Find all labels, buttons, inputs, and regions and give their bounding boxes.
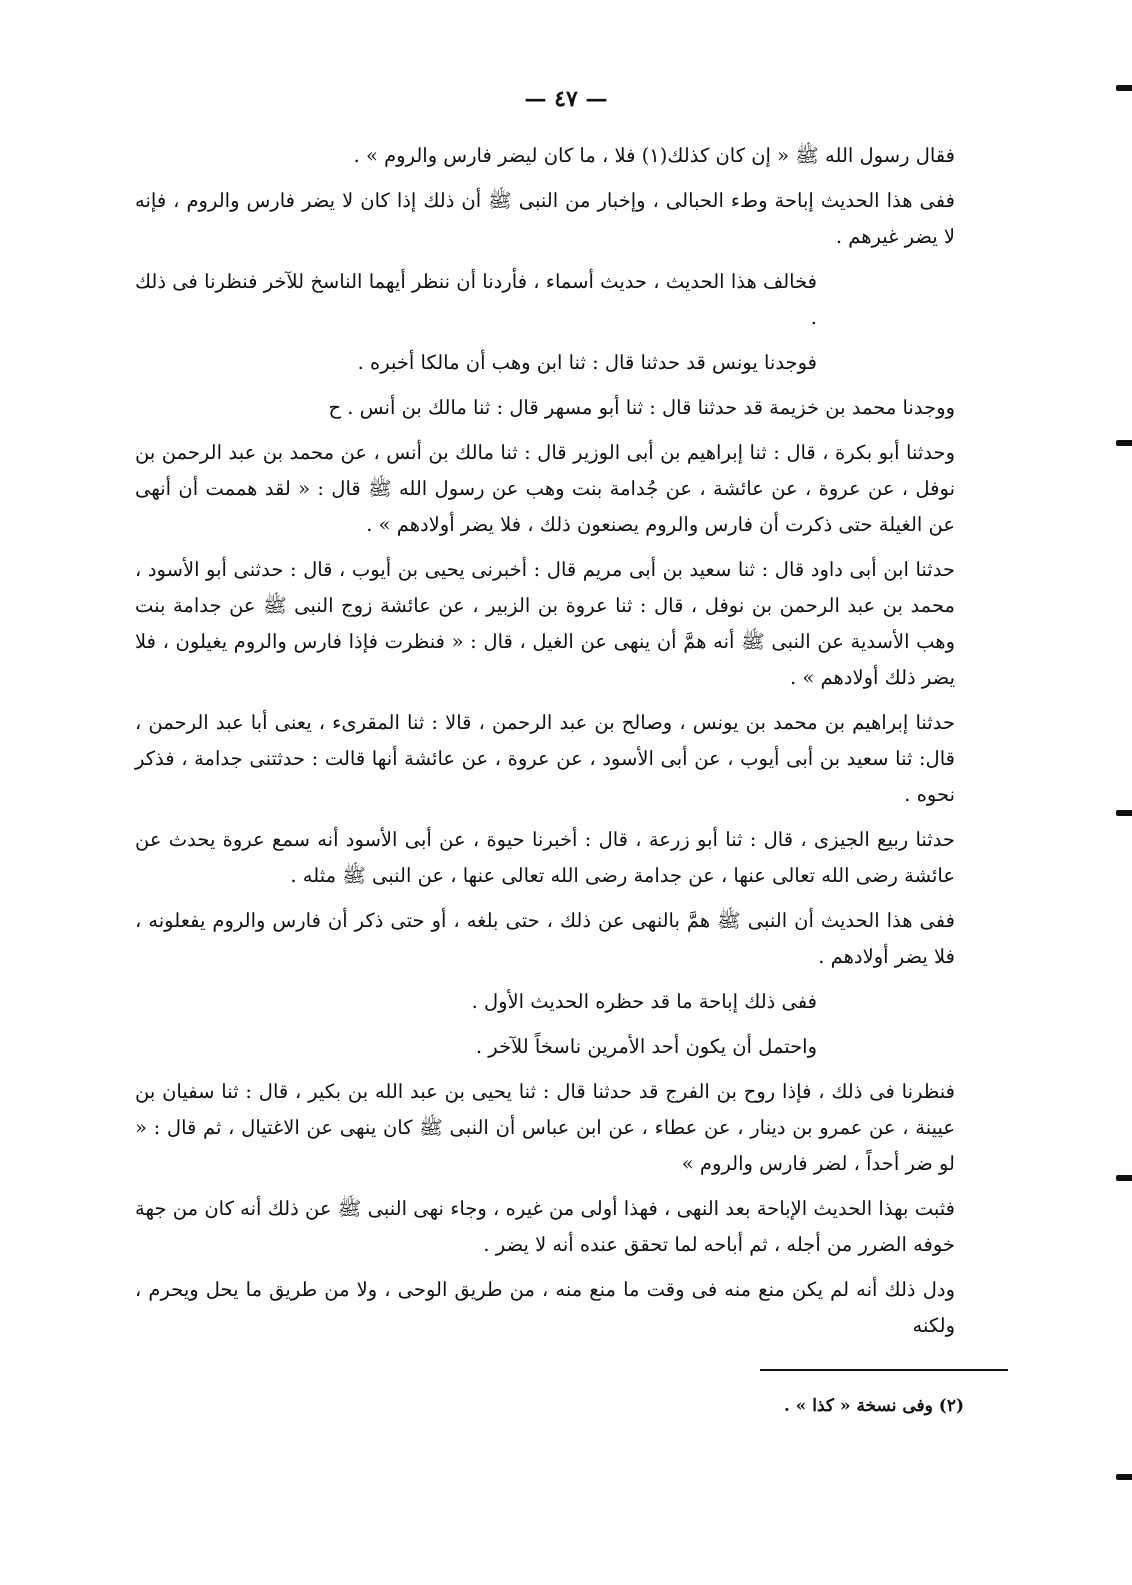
paragraph: ووجدنا محمد بن خزيمة قد حدثنا قال : ثنا أبو مسهر قال : ثنا مالك بن أنس . ح xyxy=(328,396,955,419)
paragraph: حدثنا ربيع الجيزى ، قال : ثنا أبو زرعة ، قال : أخبرنا حيوة ، عن أبى الأسود أنه سمع عروة يحدث عن عائشة رضى الله تعالى عنها ، عن جدامة رضى الله تعالى عنها ، عن النبى ﷺ مثله . xyxy=(135,828,955,887)
paragraph: ودل ذلك أنه لم يكن منع منه فى وقت ما منع منه ، من طريق الوحى ، ولا من طريق ما يحل ويحرم ، ولكنه xyxy=(135,1278,955,1337)
page-edge-mark xyxy=(1116,440,1132,446)
paragraph: وحدثنا أبو بكرة ، قال : ثنا إبراهيم بن أبى الوزير قال : ثنا مالك بن أنس ، عن محمد بن عبد الرحمن بن نوفل ، عن عروة ، عن عائشة ، عن جُدامة بنت وهب عن رسول الله ﷺ قال : « لقد هممت أن أنهى عن الغيلة حتى ذكرت أن فارس والروم يصنعون ذلك ، فلا يضر أولادهم » . xyxy=(135,441,955,536)
footnote: (٢) وفى نسخة « كذا » . xyxy=(783,1396,964,1416)
paragraph: فوجدنا يونس قد حدثنا قال : ثنا ابن وهب أن مالكا أخبره . xyxy=(357,351,817,374)
paragraph: ففى ذلك إباحة ما قد حظره الحديث الأول . xyxy=(471,990,817,1013)
paragraph: فثبت بهذا الحديث الإباحة بعد النهى ، فهذا أولى من غيره ، وجاء نهى النبى ﷺ عن ذلك أنه كان من جهة خوفه الضرر من أجله ، ثم أباحه لما تحقق عنده أنه لا يضر . xyxy=(135,1197,955,1256)
page-edge-mark xyxy=(1116,810,1132,816)
page-number: — ٤٧ — xyxy=(524,86,608,112)
paragraph: فنظرنا فى ذلك ، فإذا روح بن الفرج قد حدثنا قال : ثنا يحيى بن عبد الله بن بكير ، قال : ثنا سفيان بن عيينة ، عن عمرو بن دينار ، عن عطاء ، عن ابن عباس أن النبى ﷺ كان ينهى عن الاغتيال ، ثم قال : « لو ضر أحداً ، لضر فارس والروم » xyxy=(135,1080,955,1175)
paragraph: حدثنا إبراهيم بن محمد بن يونس ، وصالح بن عبد الرحمن ، قالا : ثنا المقرىء ، يعنى أبا عبد الرحمن ، قال: ثنا سعيد بن أبى أيوب ، عن أبى الأسود ، عن عروة ، عن عائشة أنها قالت : حدثتنى جدامة ، فذكر نحوه . xyxy=(135,711,955,806)
page-edge-mark xyxy=(1116,85,1132,91)
page-edge-mark xyxy=(1116,1474,1132,1480)
paragraph: ففى هذا الحديث إباحة وطء الحبالى ، وإخبار من النبى ﷺ أن ذلك إذا كان لا يضر فارس والروم ، فإنه لا يضر غيرهم . xyxy=(135,189,955,248)
page-edge-mark xyxy=(1116,1175,1132,1181)
paragraph: فقال رسول الله ﷺ « إن كان كذلك(١) فلا ، ما كان ليضر فارس والروم » . xyxy=(353,144,955,167)
paragraph: واحتمل أن يكون أحد الأمرين ناسخاً للآخر . xyxy=(475,1035,817,1058)
footnote-divider xyxy=(760,1369,1008,1371)
paragraph: فخالف هذا الحديث ، حديث أسماء ، فأردنا أن ننظر أيهما الناسخ للآخر فنظرنا فى ذلك . xyxy=(135,270,817,329)
paragraph: ففى هذا الحديث أن النبى ﷺ همَّ بالنهى عن ذلك ، حتى بلغه ، أو حتى ذكر أن فارس والروم يفعلونه ، فلا يضر أولادهم . xyxy=(135,909,955,968)
paragraph: حدثنا ابن أبى داود قال : ثنا سعيد بن أبى مريم قال : أخبرنى يحيى بن أيوب ، قال : حدثنى أبو الأسود ، محمد بن عبد الرحمن بن نوفل ، قال : ثنا عروة بن الزبير ، عن عائشة زوج النبى ﷺ عن جدامة بنت وهب الأسدية عن النبى ﷺ أنه همَّ أن ينهى عن الغيل ، قال : « فنظرت فإذا فارس والروم يغيلون ، فلا يضر ذلك أولادهم » . xyxy=(135,558,955,689)
main-text xyxy=(135,138,997,1344)
